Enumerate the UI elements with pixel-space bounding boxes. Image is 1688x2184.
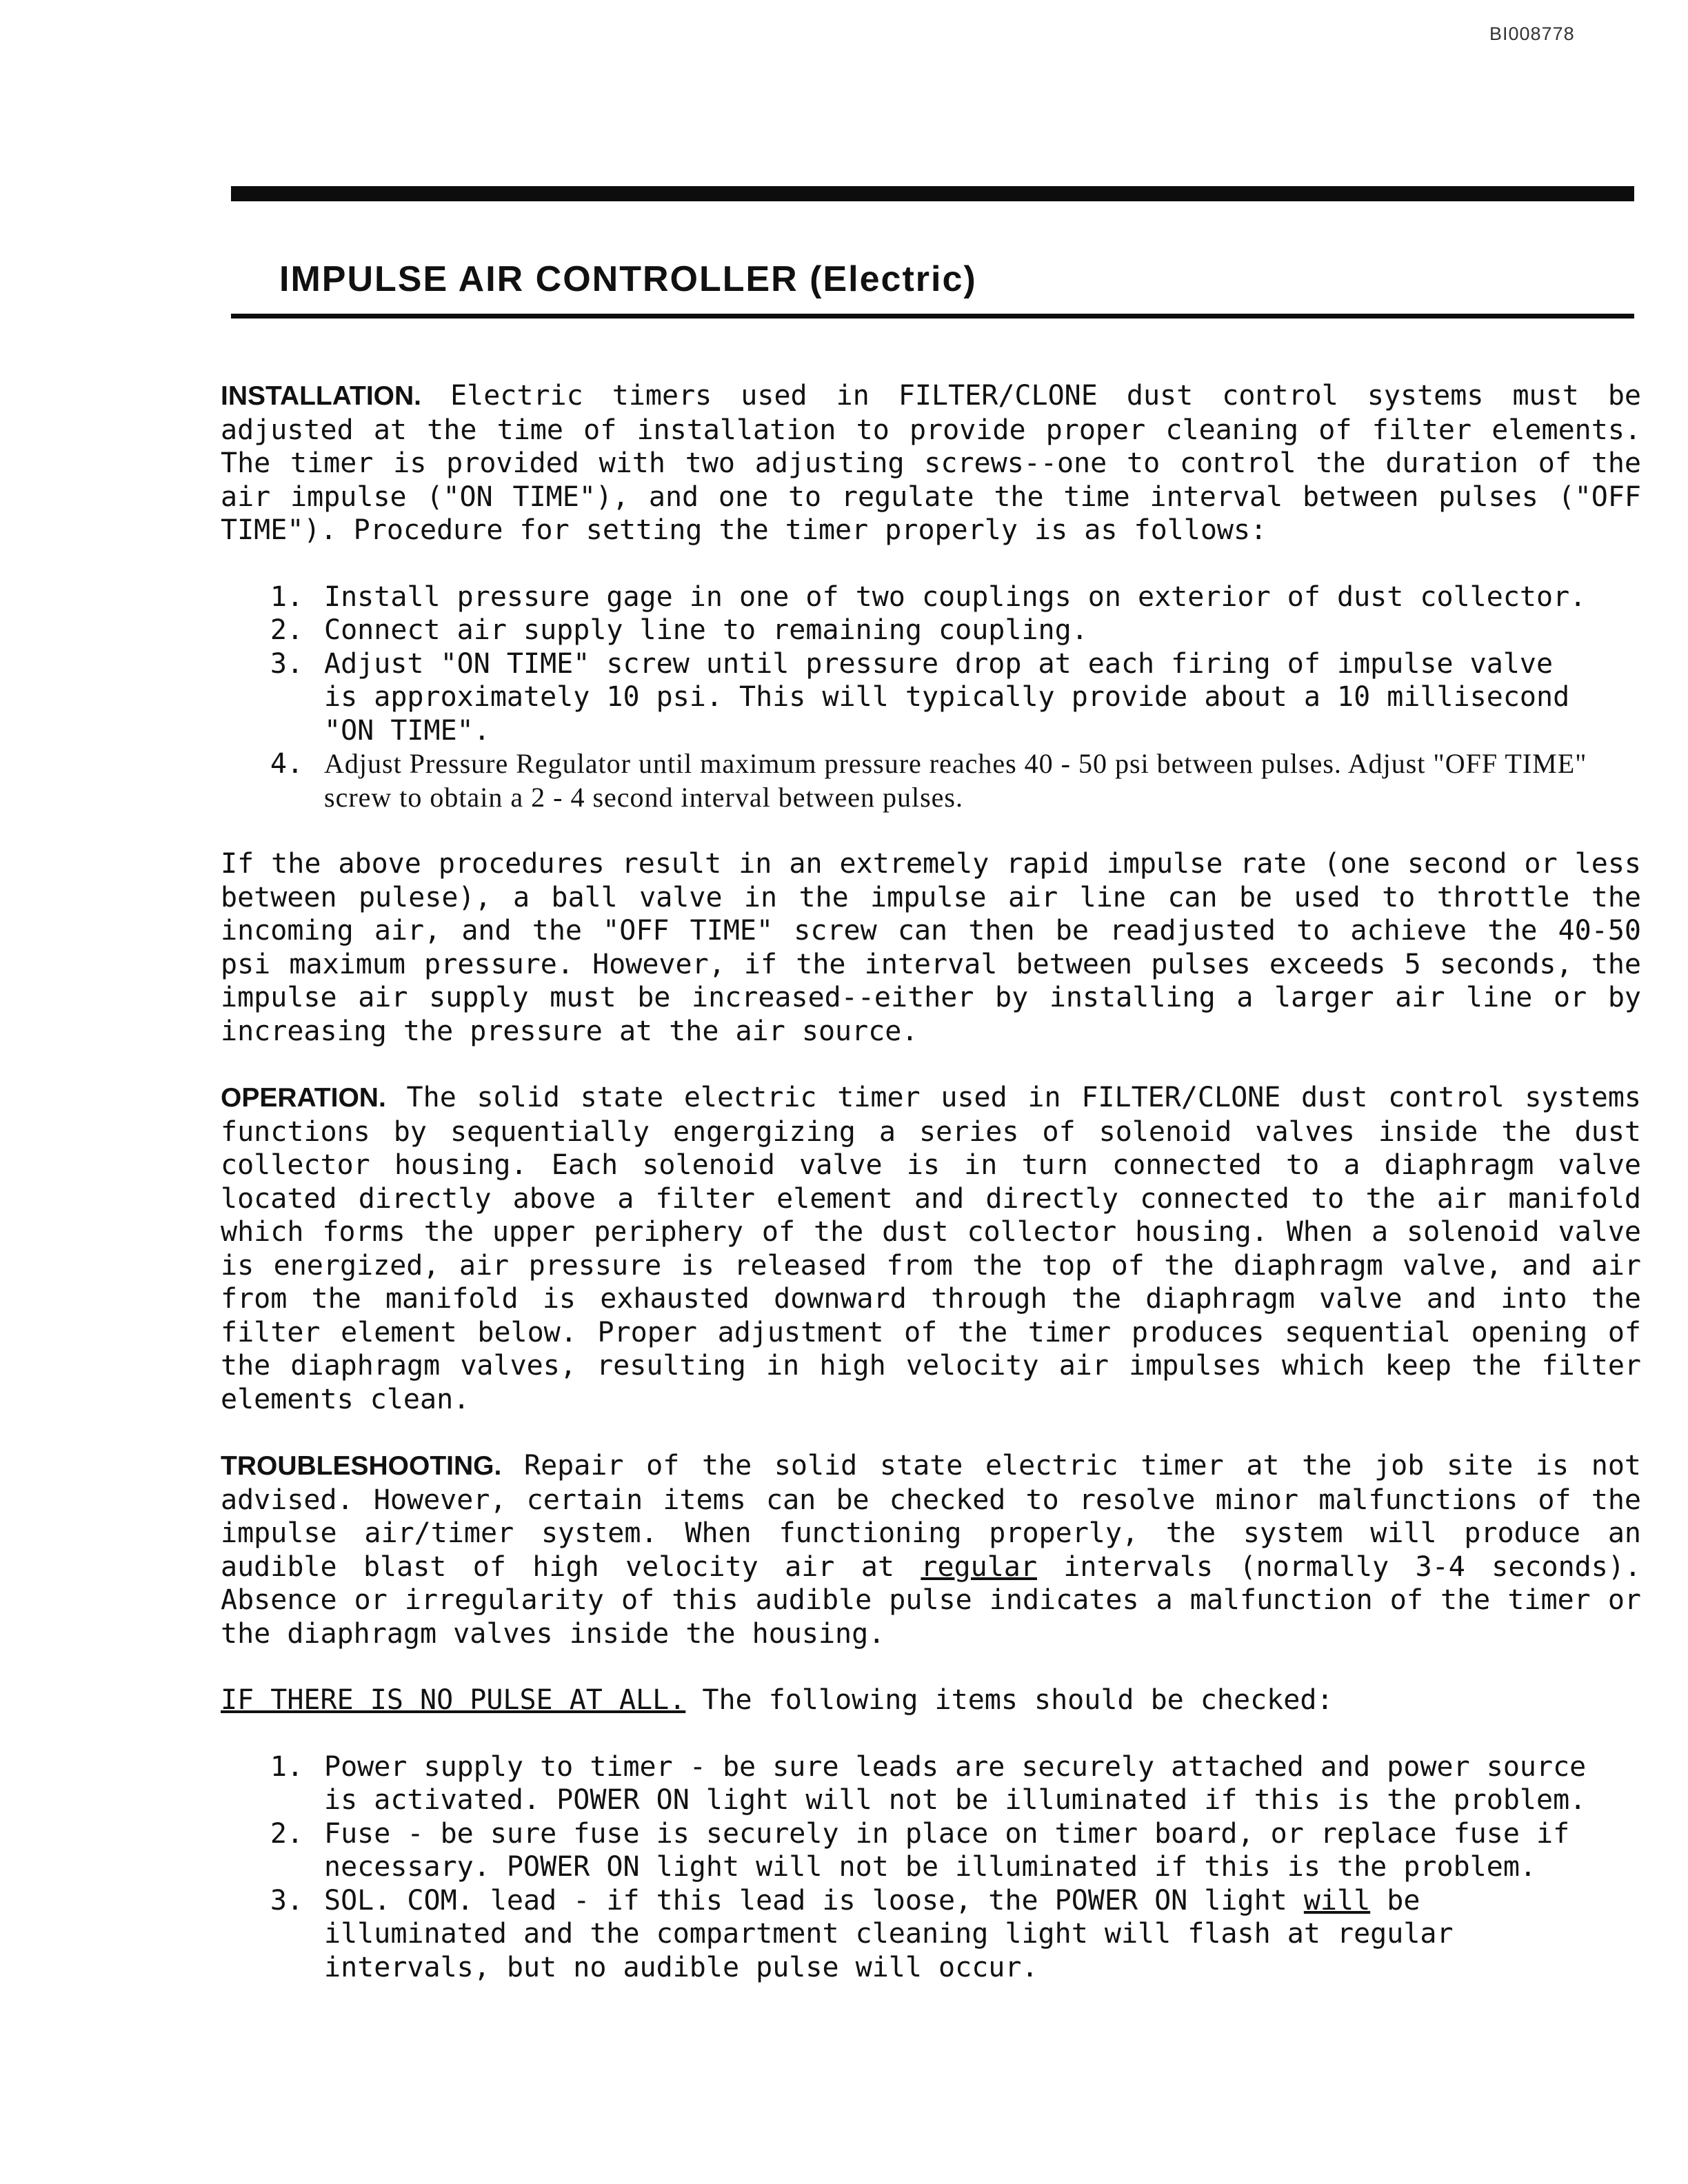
check-text-start: SOL. COM. lead - if this lead is loose, the POWER ON light [324,1884,1304,1917]
step-number: 3. [270,647,303,680]
check-text [324,1884,1641,1985]
list-item [221,580,1641,614]
check-number: 2. [270,1817,303,1850]
installation-text: Electric timers used in FILTER/CLONE dust control systems must be adjusted at the time of installation to provide proper cleaning of filter elements. The timer is provided with two adjusting screws--one to control the duration of the air impulse ("ON TIME"), and one to regulate the time interval between pulses ("OFF TIME"). Procedure for setting the timer properly is as follows: [221,380,1641,546]
installation-paragraph [221,379,1641,547]
operation-text: The solid state electric timer used in FILTER/CLONE dust control systems functions by sequentially engergizing a series of solenoid valves inside the dust collector housing. Each solenoid valve is in turn connected to a diaphragm valve located directly above a filter element and directly connected to the air manifold which forms the upper periphery of the dust collector housing. When a solenoid valve is energized, air pressure is released from the top of the diaphragm valve, and air from the manifold is exhausted downward through the diaphragm valve and into the filter element below. Proper adjustment of the timer produces sequential opening of the diaphragm valves, resulting in high velocity air impulses which keep the filter elements clean. [221,1082,1642,1415]
no-pulse-checks [221,1750,1641,1985]
top-rule [231,186,1634,201]
step-text: Adjust "ON TIME" screw until pressure drop at each firing of impulse valve is approximately 10 psi. This will typically provide about a 10 millisecond "ON TIME". [324,647,1570,747]
list-item [221,614,1641,647]
list-item [221,1884,1641,1985]
document-body [221,379,1641,2017]
check-number: 3. [270,1884,303,1917]
step-text: Adjust Pressure Regulator until maximum pressure reaches 40 - 50 psi between pulses. Adjust "OFF TIME" screw to obtain a 2 - 4 second interval between pulses. [324,748,1587,813]
check-number: 1. [270,1750,303,1783]
troubleshooting-paragraph [221,1449,1641,1650]
page-title: IMPULSE AIR CONTROLLER (Electric) [279,259,977,299]
list-item [221,647,1641,748]
step-number: 2. [270,614,303,646]
no-pulse-heading: IF THERE IS NO PULSE AT ALL. [221,1684,686,1716]
list-item [221,1750,1641,1817]
operation-heading: OPERATION. [221,1083,386,1113]
step-number: 1. [270,580,303,613]
operation-paragraph [221,1081,1641,1416]
troubleshooting-underlined: regular [921,1550,1037,1583]
check-text: Fuse - be sure fuse is securely in place on timer board, or replace fuse if necessary. POWER ON light will not be illuminated if this is the problem. [324,1817,1570,1883]
step-number: 4. [270,748,303,780]
installation-steps [221,580,1641,815]
no-pulse-paragraph [221,1684,1641,1717]
troubleshooting-heading: TROUBLESHOOTING. [221,1451,502,1481]
troubleshooting-text: Repair of the solid state electric timer at the job site is not advised. However, certain items can be checked to resolve minor malfunctions of the impulse air/timer system. When functioning properly, the system will produce an audible blast of high velocity air at [221,1450,1641,1583]
no-pulse-intro: The following items should be checked: [685,1684,1334,1716]
title-underline [231,314,1634,318]
check-text: Power supply to timer - be sure leads are securely attached and power source is activated. POWER ON light will not be illuminated if this is the problem. [324,1750,1587,1816]
check-text-end: be illuminated and the compartment cleaning light will flash at regular intervals, but no audible pulse will occur. [324,1884,1454,1983]
step-text: Connect air supply line to remaining coupling. [324,614,1088,646]
installation-heading: INSTALLATION. [221,381,422,411]
list-item [221,747,1641,814]
installation-followup: If the above procedures result in an extremely rapid impulse rate (one second or less between pulese), a ball valve in the impulse air line can be used to throttle the incoming air, and the "OFF TIME" screw can then be readjusted to achieve the 40-50 psi maximum pressure. However, if the interval between pulses exceeds 5 seconds, the impulse air supply must be increased--either by installing a larger air line or by increasing the pressure at the air source. [221,848,1641,1047]
step-text: Install pressure gage in one of two couplings on exterior of dust collector. [324,580,1587,613]
check-text-underlined: will [1303,1884,1371,1917]
document-id: BI008778 [1489,23,1575,44]
list-item [221,1817,1641,1884]
troubleshooting-text-end: intervals (normally 3-4 seconds). Absence or irregularity of this audible pulse indicates a malfunction of the timer or the diaphragm valves inside the housing. [221,1550,1641,1650]
